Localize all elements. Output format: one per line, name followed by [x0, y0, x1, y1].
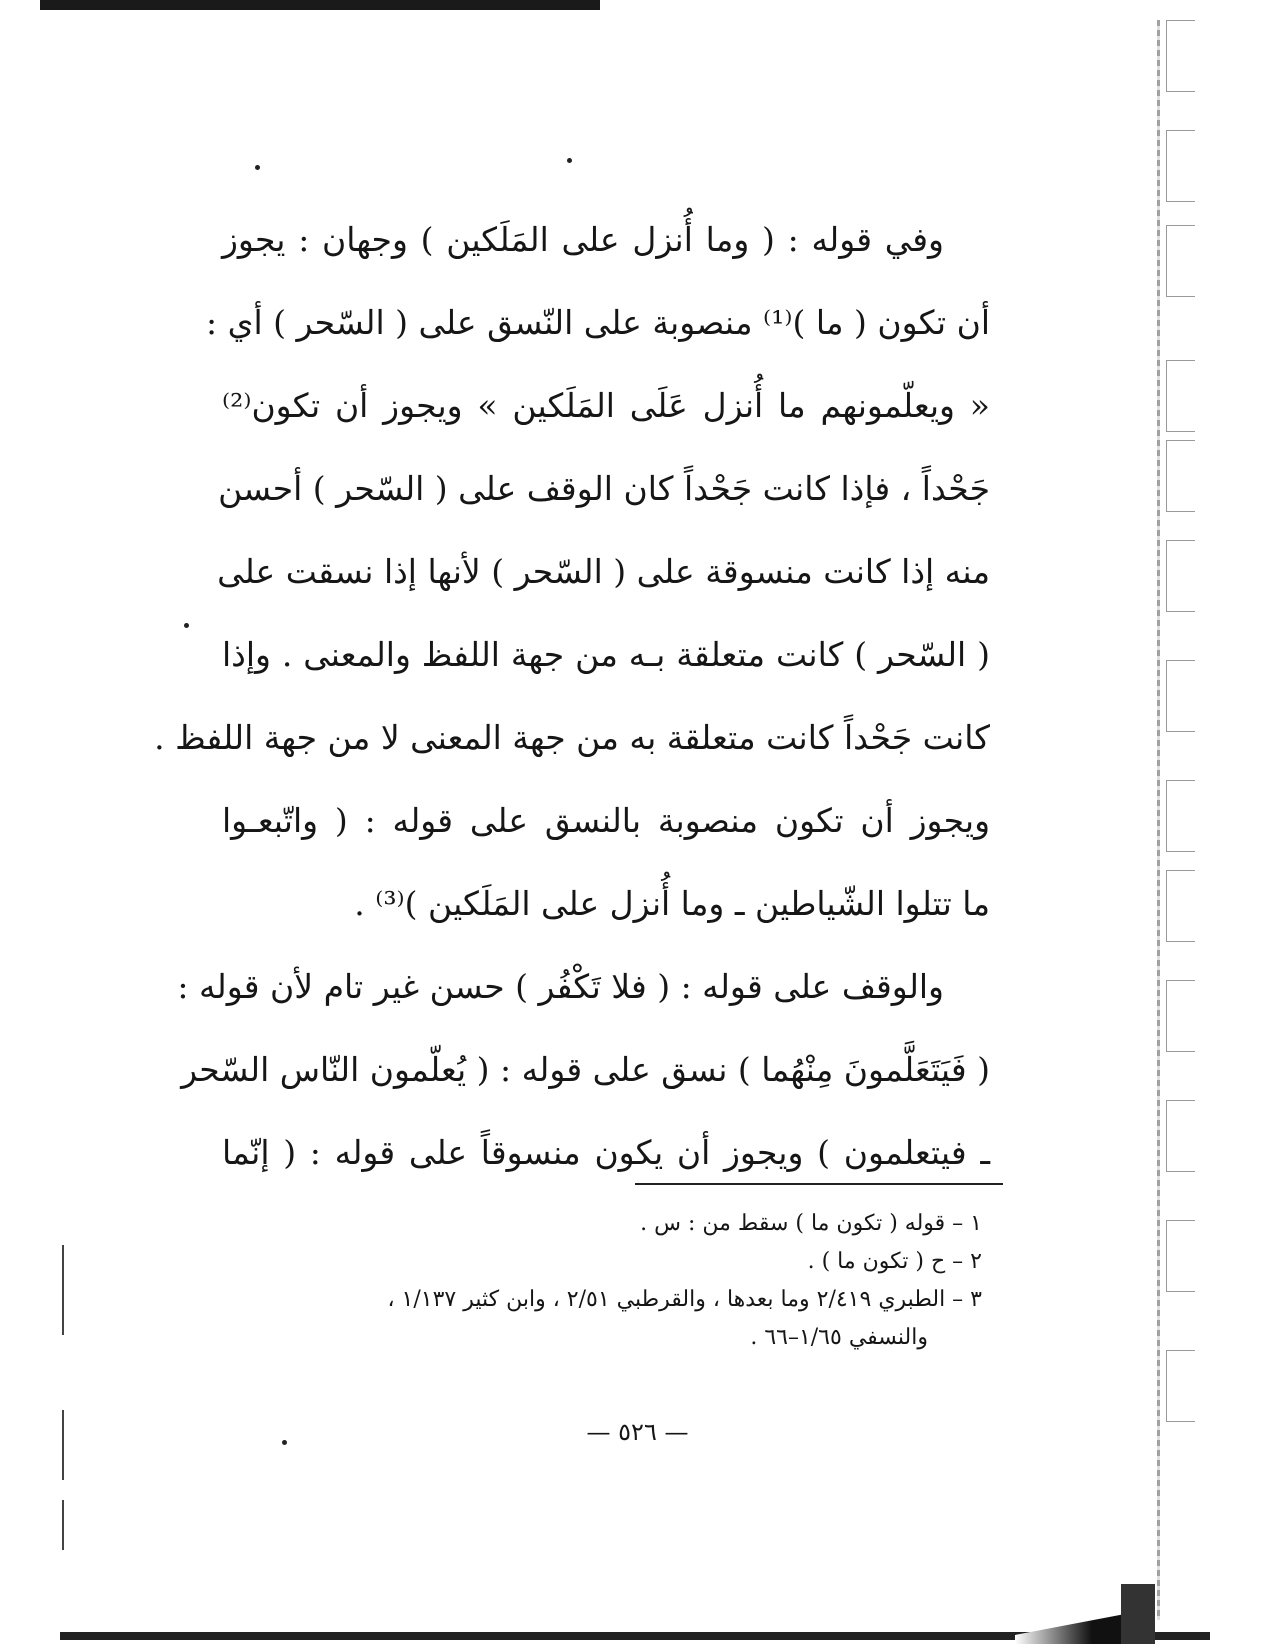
body-line: ـ فيتعلمون ) ويجوز أن يكون منسوقاً على قوله : ( إنّما	[222, 1133, 990, 1172]
scan-speck	[255, 165, 260, 170]
scan-left-mark	[62, 1245, 64, 1335]
scan-top-edge	[40, 0, 600, 10]
body-line: منه إذا كانت منسوقة على ( السّحر ) لأنها إذا نسقت على	[217, 552, 990, 591]
body-line: « ويعلّمونهم ما أُنزل عَلَى المَلَكين » ويجوز أن تكون⁽²⁾	[222, 386, 990, 425]
footnote-separator	[635, 1183, 1003, 1185]
page-number: — ٥٢٦ —	[586, 1418, 689, 1446]
body-text	[154, 198, 990, 1194]
body-line: ما تتلوا الشّياطين ـ وما أُنزل على المَلَكين )⁽³⁾ .	[354, 884, 990, 923]
scan-speck	[184, 623, 189, 628]
footnote: ٣ – الطبري ٢/٤١٩ وما بعدها ، والقرطبي ٢/٥١ ، وابن كثير ١/١٣٧ ،	[387, 1287, 982, 1312]
footnote-continuation: والنسفي ١/٦٥–٦٦ .	[750, 1325, 928, 1350]
scan-binding-marks	[1166, 20, 1200, 1620]
body-line: ويجوز أن تكون منصوبة بالنسق على قوله : ( واتّبعـوا	[222, 801, 990, 840]
scan-speck	[567, 158, 572, 163]
scan-binding-edge	[1157, 20, 1160, 1620]
body-line: جَحْداً ، فإذا كانت جَحْداً كان الوقف على ( السّحر ) أحسن	[218, 469, 990, 508]
scan-bottom-shadow	[1015, 1614, 1125, 1644]
body-line: والوقف على قوله : ( فلا تَكْفُر ) حسن غير تام لأن قوله :	[177, 967, 944, 1006]
body-line: أن تكون ( ما )⁽¹⁾ منصوبة على النّسق على ( السّحر ) أي :	[206, 303, 990, 342]
body-line: ( السّحر ) كانت متعلقة بـه من جهة اللفظ والمعنى . وإذا	[222, 635, 990, 674]
body-line: كانت جَحْداً كانت متعلقة به من جهة المعنى لا من جهة اللفظ .	[154, 718, 990, 757]
footnote: ٢ – ح ( تكون ما ) .	[807, 1249, 982, 1274]
scan-bottom-block	[1121, 1584, 1155, 1644]
body-line: وفي قوله : ( وما أُنزل على المَلَكين ) وجهان : يجوز	[222, 220, 944, 259]
footnotes	[222, 1205, 982, 1357]
footnote: ١ – قوله ( تكون ما ) سقط من : س .	[640, 1211, 982, 1236]
scan-left-mark	[62, 1500, 64, 1550]
body-line: ( فَيَتَعَلَّمونَ مِنْهُما ) نسق على قوله : ( يُعلّمون النّاس السّحر	[181, 1050, 990, 1089]
